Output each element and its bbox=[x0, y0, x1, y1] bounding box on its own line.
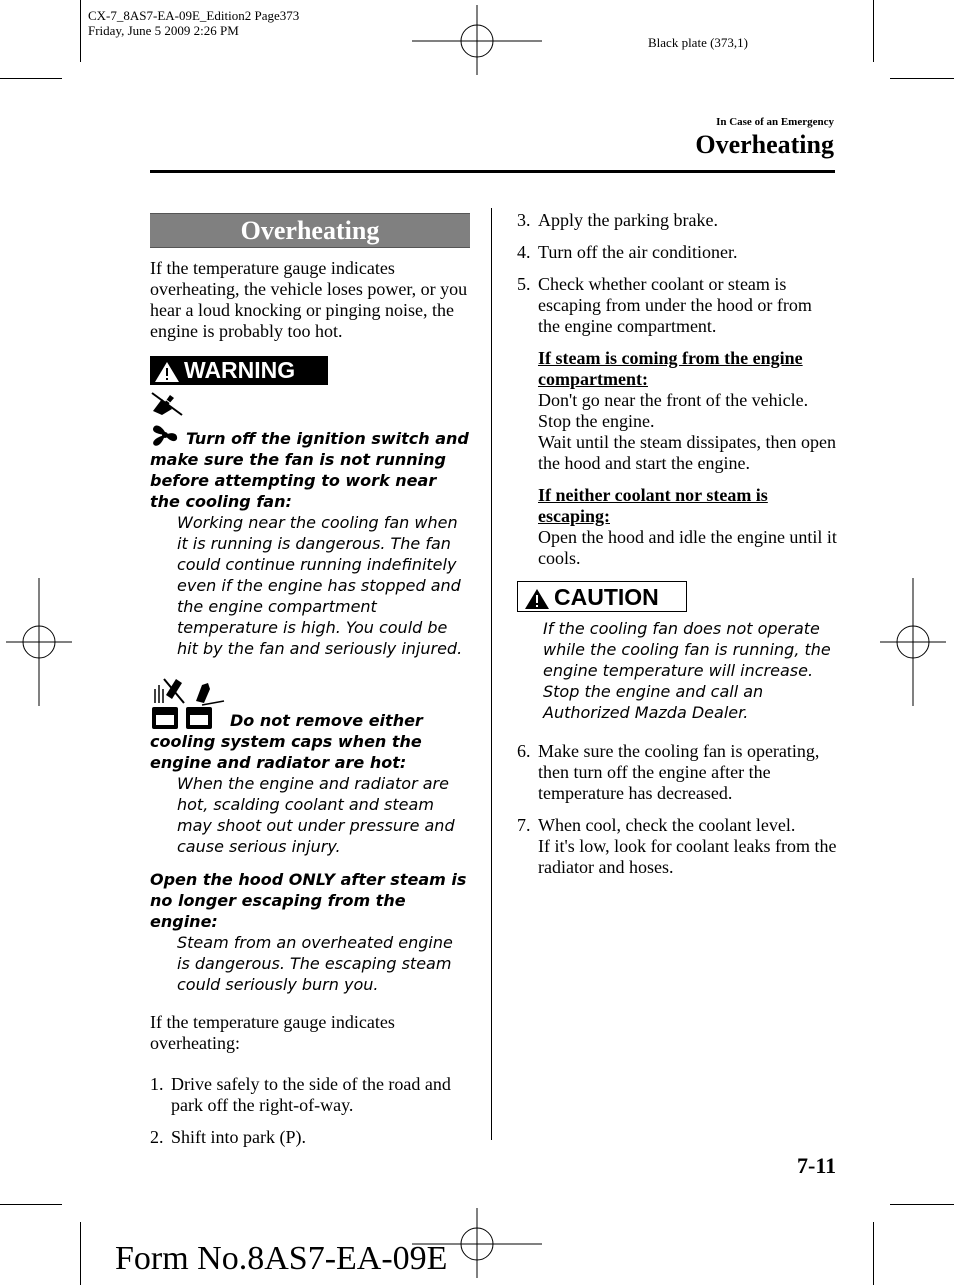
warning-cap-heading: Do not remove either cooling system caps when the engine and radiator are hot: bbox=[150, 711, 423, 772]
steam-block bbox=[517, 348, 837, 474]
warning-steam-body: Steam from an overheated engine is dangerous. The escaping steam could seriously burn you. bbox=[177, 933, 453, 994]
steam-line-1: Don't go near the front of the vehicle. bbox=[538, 390, 809, 410]
step-text: Shift into park (P). bbox=[171, 1127, 306, 1147]
list-item bbox=[150, 1074, 470, 1116]
column-divider bbox=[491, 208, 492, 1140]
step-text: Drive safely to the side of the road and park off the right-of-way. bbox=[171, 1074, 451, 1115]
step-number: 7. bbox=[517, 815, 531, 835]
list-item bbox=[517, 274, 837, 337]
step-extra-text: If it's low, look for coolant leaks from the radiator and hoses. bbox=[538, 836, 837, 877]
step-number: 1. bbox=[150, 1074, 164, 1094]
steam-line-2: Stop the engine. bbox=[538, 411, 655, 431]
warning-label: WARNING bbox=[184, 357, 296, 383]
print-meta bbox=[88, 8, 299, 38]
steam-heading: If steam is coming from the engine compartment: bbox=[538, 348, 803, 389]
caution-triangle-icon bbox=[524, 588, 550, 610]
left-step-list bbox=[150, 1074, 470, 1148]
section-banner: Overheating bbox=[150, 213, 470, 248]
section-label: In Case of an Emergency bbox=[716, 116, 834, 128]
step-text: Apply the parking brake. bbox=[538, 210, 718, 230]
neither-heading: If neither coolant nor steam is escaping: bbox=[538, 485, 768, 526]
fan-warning-icons bbox=[150, 391, 470, 422]
list-item bbox=[517, 815, 837, 878]
step-text: Turn off the air conditioner. bbox=[538, 242, 738, 262]
fan-icon bbox=[150, 422, 180, 448]
list-item bbox=[517, 210, 837, 231]
lead-paragraph: If the temperature gauge indicates overheating: bbox=[150, 1012, 395, 1053]
list-item bbox=[517, 242, 837, 263]
header-rule bbox=[150, 170, 835, 173]
warning-triangle-icon bbox=[154, 361, 180, 383]
list-item bbox=[150, 1127, 470, 1148]
right-step-list-b bbox=[517, 741, 837, 878]
registration-mark-icon bbox=[6, 578, 72, 706]
plate-label: Black plate (373,1) bbox=[648, 35, 748, 50]
right-column bbox=[517, 210, 837, 889]
step-number: 2. bbox=[150, 1127, 164, 1147]
page-title: Overheating bbox=[695, 130, 834, 159]
registration-mark-icon bbox=[412, 5, 542, 75]
warning-fan-heading-text: Turn off the ignition switch and make sure the fan is not running before attempting to work near the cooling fan: bbox=[150, 429, 469, 511]
warning-fan-body: Working near the cooling fan when it is running is dangerous. The fan could continue running indefinitely even if the engine has stopped and the engine compartment temperature is high. You could be hit by the fan and seriously injured. bbox=[177, 513, 463, 658]
step-text: When cool, check the coolant level. bbox=[538, 815, 796, 835]
step-text: Make sure the cooling fan is operating, then turn off the engine after the temperature has decreased. bbox=[538, 741, 820, 803]
print-meta-line1: CX-7_8AS7-EA-09E_Edition2 Page373 bbox=[88, 8, 300, 23]
left-column bbox=[150, 213, 470, 1159]
step-text: Check whether coolant or steam is escaping from under the hood or from the engine compartment. bbox=[538, 274, 812, 336]
step-number: 3. bbox=[517, 210, 531, 230]
cap-warning-icons bbox=[150, 675, 470, 773]
warning-cap-body: When the engine and radiator are hot, scalding coolant and steam may shoot out under pressure and cause serious injury. bbox=[177, 774, 455, 856]
page-number: 7-11 bbox=[797, 1153, 837, 1178]
step-number: 4. bbox=[517, 242, 531, 262]
caution-label: CAUTION bbox=[554, 584, 659, 610]
registration-mark-icon bbox=[880, 578, 946, 706]
no-hands-icon bbox=[150, 391, 184, 417]
neither-block bbox=[517, 485, 837, 569]
neither-body: Open the hood and idle the engine until it cools. bbox=[538, 527, 837, 568]
no-open-cap-icon bbox=[150, 675, 230, 731]
caution-box bbox=[517, 581, 837, 723]
caution-text: If the cooling fan does not operate while the cooling fan is running, the engine temperature will increase. Stop the engine and call an Authorized Mazda Dealer. bbox=[543, 619, 831, 722]
right-step-list-a bbox=[517, 210, 837, 337]
warning-fan-heading bbox=[150, 422, 470, 512]
intro-paragraph: If the temperature gauge indicates overheating, the vehicle loses power, or you hear a loud knocking or pinging noise, the engine is probably too hot. bbox=[150, 258, 468, 341]
warning-badge bbox=[150, 356, 328, 385]
warning-steam-heading: Open the hood ONLY after steam is no longer escaping from the engine: bbox=[150, 870, 467, 931]
list-item bbox=[517, 741, 837, 804]
form-number: Form No.8AS7-EA-09E bbox=[115, 1240, 448, 1277]
step-number: 6. bbox=[517, 741, 531, 761]
print-meta-line2: Friday, June 5 2009 2:26 PM bbox=[88, 23, 239, 38]
caution-badge bbox=[517, 581, 687, 612]
step-number: 5. bbox=[517, 274, 531, 294]
steam-line-3: Wait until the steam dissipates, then open the hood and start the engine. bbox=[538, 432, 836, 473]
